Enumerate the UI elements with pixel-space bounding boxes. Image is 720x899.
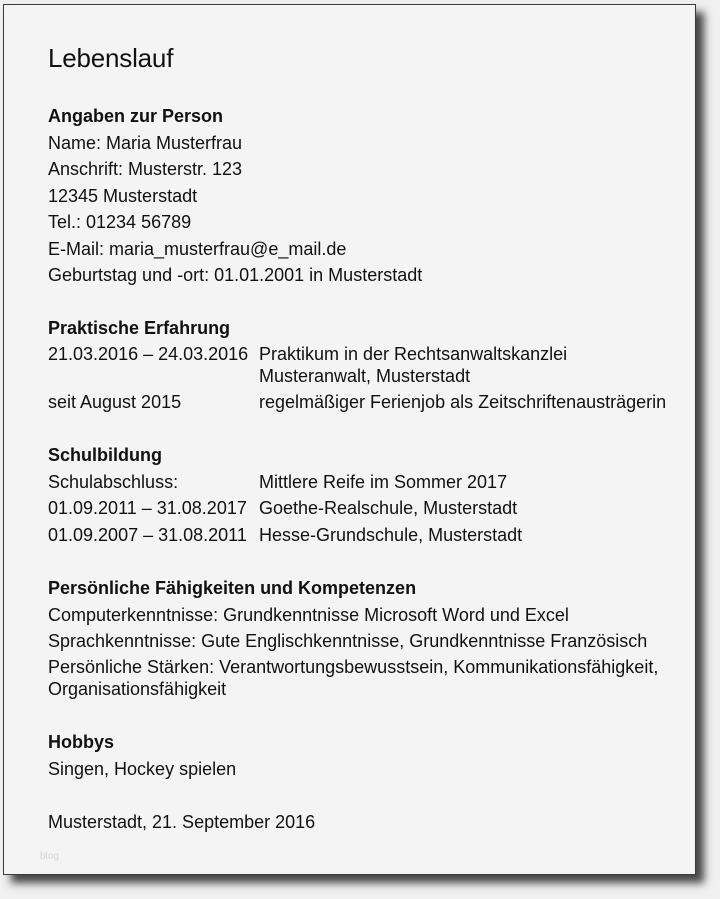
entry-description: Mittlere Reife im Sommer 2017: [259, 471, 508, 492]
experience-entry: [48, 342, 688, 390]
section-skills: [48, 575, 688, 700]
education-entry: [48, 495, 688, 522]
entry-date: 01.09.2007 – 31.08.2011: [48, 524, 247, 545]
personal-birth: Geburtstag und -ort: 01.01.2001 in Musterstadt: [48, 265, 423, 285]
entry-description-line: Praktikum in der Rechtsanwaltskanzlei: [259, 344, 568, 364]
section-hobbies: [48, 729, 688, 782]
entry-description: regelmäßiger Ferienjob als Zeitschriftenausträgerin: [259, 392, 667, 412]
education-entry: [48, 469, 688, 496]
entry-description: Hesse-Grundschule, Musterstadt: [259, 524, 523, 545]
entry-date: Schulabschluss:: [48, 471, 179, 492]
education-entry: [48, 522, 688, 549]
watermark: blog: [40, 851, 59, 862]
entry-description: [259, 344, 688, 387]
section-experience: [48, 315, 688, 416]
entry-description: Goethe-Realschule, Musterstadt: [259, 498, 518, 518]
section-heading: Praktische Erfahrung: [48, 318, 231, 338]
section-personal: [48, 103, 688, 289]
experience-entry: [48, 390, 688, 417]
hobbies-text: Singen, Hockey spielen: [48, 758, 237, 779]
place-date-line: [48, 809, 688, 836]
personal-address: Anschrift: Musterstr. 123: [48, 159, 243, 179]
section-education: [48, 442, 688, 548]
entry-date: 01.09.2011 – 31.08.2017: [48, 498, 247, 518]
section-heading: Schulbildung: [48, 445, 162, 465]
personal-name: Name: Maria Musterfrau: [48, 132, 243, 153]
entry-date: 21.03.2016 – 24.03.2016: [48, 344, 249, 364]
personal-email: E-Mail: maria_musterfrau@e_mail.de: [48, 238, 347, 259]
page-title: Lebenslauf: [48, 43, 174, 73]
section-heading: Persönliche Fähigkeiten und Kompetenzen: [48, 578, 417, 598]
document-page: [3, 4, 696, 875]
entry-description-line: Musteranwalt, Musterstadt: [259, 365, 471, 386]
skills-strengths: Persönliche Stärken: Verantwortungsbewusstsein, Kommunikationsfähigkeit, Organisationsfähigkeit: [48, 657, 659, 699]
personal-phone: Tel.: 01234 56789: [48, 212, 192, 232]
place-date-text: Musterstadt, 21. September 2016: [48, 812, 316, 832]
skills-languages: Sprachkenntnisse: Gute Englischkenntnisse, Grundkenntnisse Französisch: [48, 631, 648, 651]
section-heading: Hobbys: [48, 732, 115, 752]
skills-computer: Computerkenntnisse: Grundkenntnisse Microsoft Word und Excel: [48, 604, 569, 625]
entry-date: seit August 2015: [48, 392, 182, 412]
personal-city: 12345 Musterstadt: [48, 185, 198, 206]
section-heading: Angaben zur Person: [48, 106, 224, 126]
